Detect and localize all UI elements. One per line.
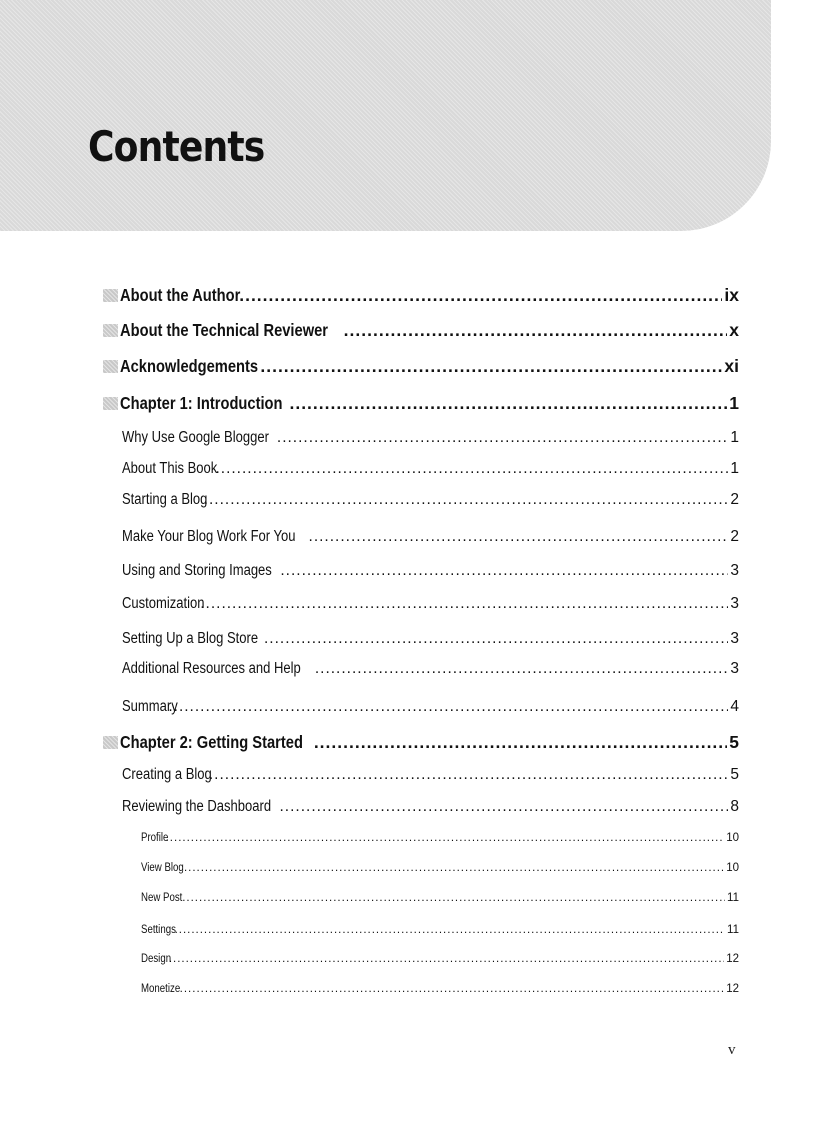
- toc-section-entry[interactable]: [122, 660, 739, 678]
- toc-entry-page: 2: [730, 491, 739, 508]
- toc-entry-title: Profile: [141, 832, 169, 844]
- toc-entry-page: 3: [730, 562, 739, 579]
- toc-subsection-entry[interactable]: [141, 892, 739, 904]
- toc-section-entry[interactable]: [122, 491, 739, 509]
- toc-entry-title: Summary: [122, 698, 178, 715]
- dot-leader: [168, 698, 728, 716]
- dot-leader: [169, 953, 724, 965]
- dot-leader: [239, 285, 722, 306]
- toc-entry-page: 10: [726, 862, 739, 874]
- dot-leader: [314, 732, 727, 753]
- dot-leader: [289, 393, 727, 414]
- toc-chapter-entry[interactable]: [103, 393, 739, 414]
- chapter-marker-icon: [103, 324, 118, 337]
- page-title: Contents: [88, 122, 265, 171]
- dot-leader: [204, 491, 729, 509]
- dot-leader: [200, 595, 728, 613]
- dot-leader: [280, 562, 728, 580]
- toc-subsection-entry[interactable]: [141, 862, 739, 874]
- page-number: v: [728, 1042, 736, 1058]
- toc-entry-page: 3: [730, 630, 739, 647]
- toc-entry-page: xi: [724, 356, 739, 376]
- toc-section-entry[interactable]: [122, 595, 739, 613]
- chapter-marker-icon: [103, 736, 118, 749]
- toc-entry-page: 10: [726, 832, 739, 844]
- toc-entry-page: 12: [726, 953, 739, 965]
- dot-leader: [277, 429, 728, 447]
- toc-entry-title: Using and Storing Images: [122, 562, 272, 579]
- toc-entry-title: About This Book: [122, 460, 218, 477]
- dot-leader: [344, 320, 728, 341]
- dot-leader: [280, 798, 729, 816]
- dot-leader: [260, 356, 722, 377]
- toc-entry-page: 11: [727, 924, 739, 936]
- toc-entry-title: Design: [141, 953, 172, 965]
- toc-section-entry[interactable]: [122, 698, 739, 716]
- toc-chapter-entry[interactable]: [103, 732, 739, 753]
- toc-chapter-entry[interactable]: [103, 320, 739, 341]
- toc-entry-page: 8: [730, 798, 739, 815]
- toc-entry-title: Why Use Google Blogger: [122, 429, 269, 446]
- toc-section-entry[interactable]: [122, 562, 739, 580]
- toc-entry-title: Acknowledgements: [120, 356, 259, 376]
- toc-entry-page: 1: [729, 393, 739, 413]
- dot-leader: [315, 660, 729, 678]
- toc-entry-page: 1: [730, 429, 739, 446]
- toc-entry-title: Starting a Blog: [122, 491, 208, 508]
- toc-entry-page: ix: [724, 285, 739, 305]
- dot-leader: [182, 892, 725, 904]
- toc-entry-title: Chapter 1: Introduction: [120, 393, 283, 413]
- toc-subsection-entry[interactable]: [141, 953, 739, 965]
- toc-section-entry[interactable]: [122, 630, 739, 648]
- toc-entry-title: Monetize: [141, 983, 181, 995]
- toc-subsection-entry[interactable]: [141, 983, 739, 995]
- toc-entry-page: 2: [730, 528, 739, 545]
- dot-leader: [175, 924, 725, 936]
- header-banner: [0, 0, 771, 231]
- toc-subsection-entry[interactable]: [141, 832, 739, 844]
- toc-subsection-entry[interactable]: [141, 924, 739, 936]
- toc-entry-title: Additional Resources and Help: [122, 660, 301, 677]
- toc-entry-page: 11: [727, 892, 739, 904]
- toc-section-entry[interactable]: [122, 460, 739, 478]
- toc-entry-title: About the Author: [120, 285, 241, 305]
- chapter-marker-icon: [103, 289, 118, 302]
- dot-leader: [309, 528, 729, 546]
- toc-entry-page: 12: [726, 983, 739, 995]
- dot-leader: [180, 983, 725, 995]
- toc-section-entry[interactable]: [122, 766, 739, 784]
- toc-entry-title: Setting Up a Blog Store: [122, 630, 259, 647]
- toc-entry-page: 5: [730, 766, 739, 783]
- toc-entry-page: 5: [729, 732, 739, 752]
- toc-section-entry[interactable]: [122, 429, 739, 447]
- dot-leader: [264, 630, 728, 648]
- chapter-marker-icon: [103, 397, 118, 410]
- toc-entry-page: 3: [730, 660, 739, 677]
- chapter-marker-icon: [103, 360, 118, 373]
- toc-entry-title: Chapter 2: Getting Started: [120, 732, 303, 752]
- toc-entry-title: View Blog: [141, 862, 184, 874]
- toc-entry-page: 4: [730, 698, 739, 715]
- toc-entry-title: Settings: [141, 924, 176, 936]
- dot-leader: [166, 832, 725, 844]
- toc-entry-page: 3: [730, 595, 739, 612]
- dot-leader: [209, 766, 729, 784]
- toc-entry-title: Make Your Blog Work For You: [122, 528, 296, 545]
- toc-section-entry[interactable]: [122, 528, 739, 546]
- toc-entry-page: 1: [730, 460, 739, 477]
- toc-entry-title: About the Technical Reviewer: [120, 320, 329, 340]
- toc-section-entry[interactable]: [122, 798, 739, 816]
- toc-chapter-entry[interactable]: [103, 285, 739, 306]
- toc-chapter-entry[interactable]: [103, 356, 739, 377]
- toc-entry-page: x: [729, 320, 739, 340]
- toc-entry-title: Creating a Blog: [122, 766, 212, 783]
- dot-leader: [184, 862, 724, 874]
- toc-entry-title: New Post: [141, 892, 183, 904]
- dot-leader: [215, 460, 728, 478]
- toc-entry-title: Reviewing the Dashboard: [122, 798, 272, 815]
- toc-entry-title: Customization: [122, 595, 205, 612]
